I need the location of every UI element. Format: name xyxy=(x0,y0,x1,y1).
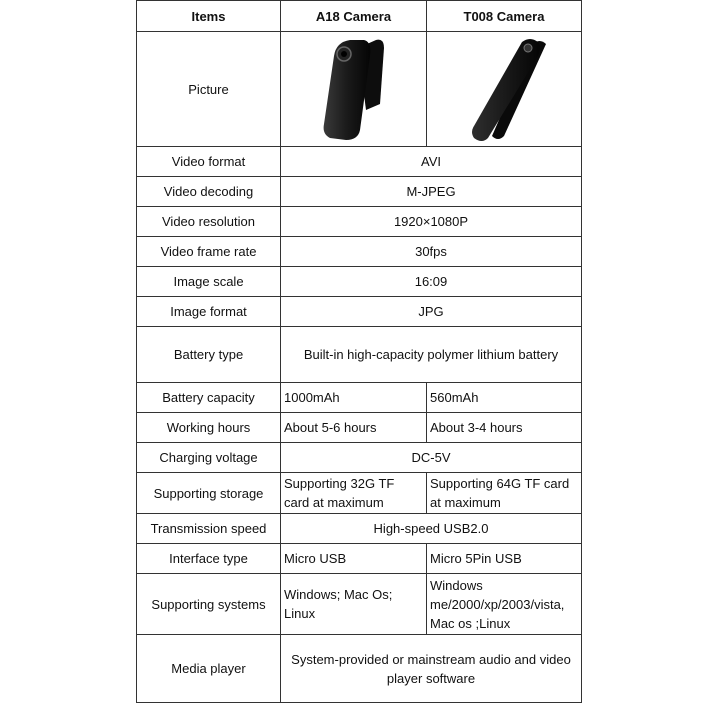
a18-value: Micro USB xyxy=(281,544,427,574)
row-label: Image format xyxy=(137,297,281,327)
row-label: Video decoding xyxy=(137,177,281,207)
table-row xyxy=(137,514,582,544)
row-value: 30fps xyxy=(281,237,582,267)
header-a18: A18 Camera xyxy=(281,1,427,32)
row-value: System-provided or mainstream audio and video player software xyxy=(281,635,582,703)
row-value: High-speed USB2.0 xyxy=(281,514,582,544)
a18-value: Supporting 32G TF card at maximum xyxy=(281,473,427,514)
row-label: Battery capacity xyxy=(137,383,281,413)
row-value: 16:09 xyxy=(281,267,582,297)
row-label: Image scale xyxy=(137,267,281,297)
table-row xyxy=(137,267,582,297)
row-value: M-JPEG xyxy=(281,177,582,207)
row-label: Battery type xyxy=(137,327,281,383)
t008-value: 560mAh xyxy=(427,383,582,413)
t008-value: About 3-4 hours xyxy=(427,413,582,443)
pen-camera-icon xyxy=(444,34,564,144)
a18-value: Windows; Mac Os; Linux xyxy=(281,574,427,635)
row-label: Interface type xyxy=(137,544,281,574)
t008-camera-image xyxy=(427,32,582,147)
table-row xyxy=(137,544,582,574)
table-row xyxy=(137,177,582,207)
header-t008: T008 Camera xyxy=(427,1,582,32)
a18-value: 1000mAh xyxy=(281,383,427,413)
table-row xyxy=(137,297,582,327)
row-label: Transmission speed xyxy=(137,514,281,544)
header-row xyxy=(137,1,582,32)
row-label: Picture xyxy=(137,32,281,147)
row-value: JPG xyxy=(281,297,582,327)
table-row xyxy=(137,207,582,237)
t008-value: Supporting 64G TF card at maximum xyxy=(427,473,582,514)
row-label: Working hours xyxy=(137,413,281,443)
table-row xyxy=(137,635,582,703)
t008-value: Windows me/2000/xp/2003/vista, Mac os ;Linux xyxy=(427,574,582,635)
picture-row xyxy=(137,32,582,147)
table-row xyxy=(137,327,582,383)
a18-camera-image xyxy=(281,32,427,147)
row-label: Video format xyxy=(137,147,281,177)
table-row xyxy=(137,413,582,443)
row-label: Media player xyxy=(137,635,281,703)
header-items: Items xyxy=(137,1,281,32)
table-row xyxy=(137,473,582,514)
row-value: AVI xyxy=(281,147,582,177)
comparison-table xyxy=(136,0,582,703)
row-label: Video frame rate xyxy=(137,237,281,267)
row-value: DC-5V xyxy=(281,443,582,473)
row-label: Supporting storage xyxy=(137,473,281,514)
table-row xyxy=(137,147,582,177)
row-value: Built-in high-capacity polymer lithium battery xyxy=(281,327,582,383)
table-row xyxy=(137,383,582,413)
table-row xyxy=(137,574,582,635)
clip-camera-icon xyxy=(314,34,394,144)
a18-value: About 5-6 hours xyxy=(281,413,427,443)
row-value: 1920×1080P xyxy=(281,207,582,237)
row-label: Charging voltage xyxy=(137,443,281,473)
table-row xyxy=(137,443,582,473)
row-label: Video resolution xyxy=(137,207,281,237)
table-row xyxy=(137,237,582,267)
row-label: Supporting systems xyxy=(137,574,281,635)
t008-value: Micro 5Pin USB xyxy=(427,544,582,574)
